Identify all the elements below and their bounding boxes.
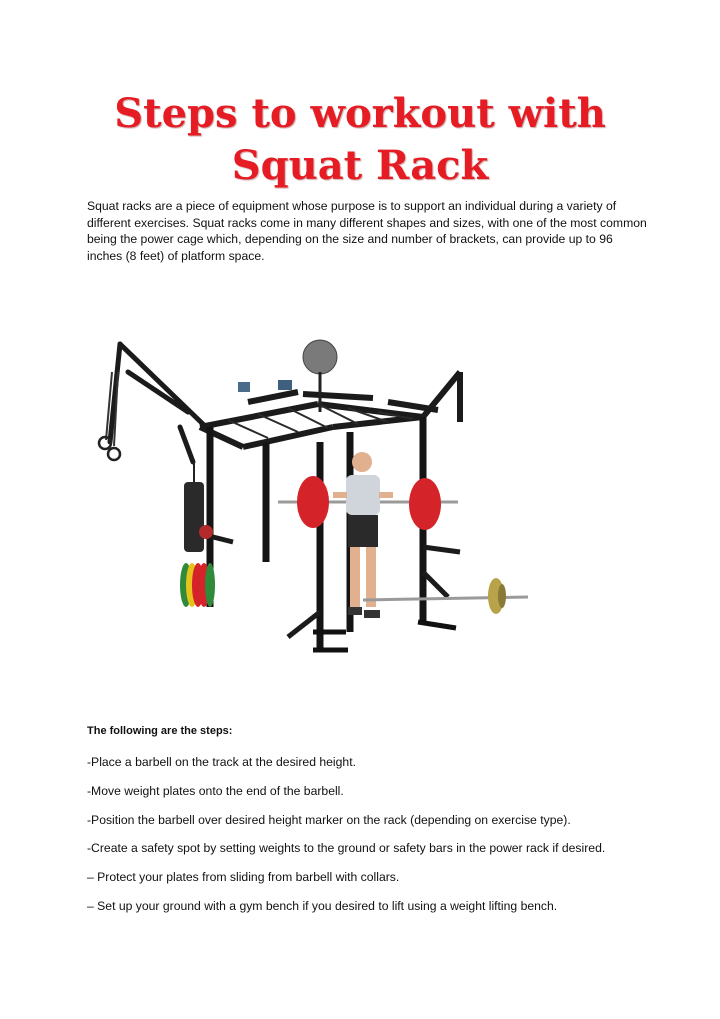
intro-paragraph: Squat racks are a piece of equipment whose purpose is to support an individual during a variety of different exercises. Squat racks come in many different shapes and sizes, with one of the most common being the power cage which, depending on the size and number of brackets, can provide up to 96 inches (8 feet) of platform space. (87, 199, 647, 263)
top-kettlebell-left (238, 382, 250, 392)
punching-bag (184, 482, 204, 552)
step-item: -Position the barbell over desired height marker on the rack (depending on exercise type). (87, 812, 571, 827)
squat-rack-illustration (88, 332, 538, 662)
barbell-plate-left (297, 476, 329, 528)
step-item: – Protect your plates from sliding from barbell with collars. (87, 870, 400, 885)
title-line-1: Steps to workout with (114, 90, 606, 137)
barbell-plate-right (409, 478, 441, 530)
step-item: -Place a barbell on the track at the desired height. (87, 755, 356, 769)
step-item: -Create a safety spot by setting weights to the ground or safety bars in the power rack if desired. (87, 841, 606, 856)
medicine-ball (199, 525, 213, 539)
step-item: – Set up your ground with a gym bench if you desired to lift using a weight lifting bench. (87, 898, 558, 913)
top-kettlebell-right (278, 380, 292, 390)
left-plate-stack (180, 563, 215, 607)
page-title (60, 88, 660, 192)
steps-heading: The following are the steps: (87, 725, 233, 737)
title-line-2: Squat Rack (231, 142, 489, 189)
top-plate (303, 340, 337, 374)
athlete (333, 452, 393, 618)
floor-feet (313, 622, 456, 650)
step-item: -Move weight plates onto the end of the barbell. (87, 783, 344, 798)
gymnastic-rings-arm (110, 344, 206, 462)
ring-right (108, 448, 120, 460)
steps-list (87, 755, 687, 928)
